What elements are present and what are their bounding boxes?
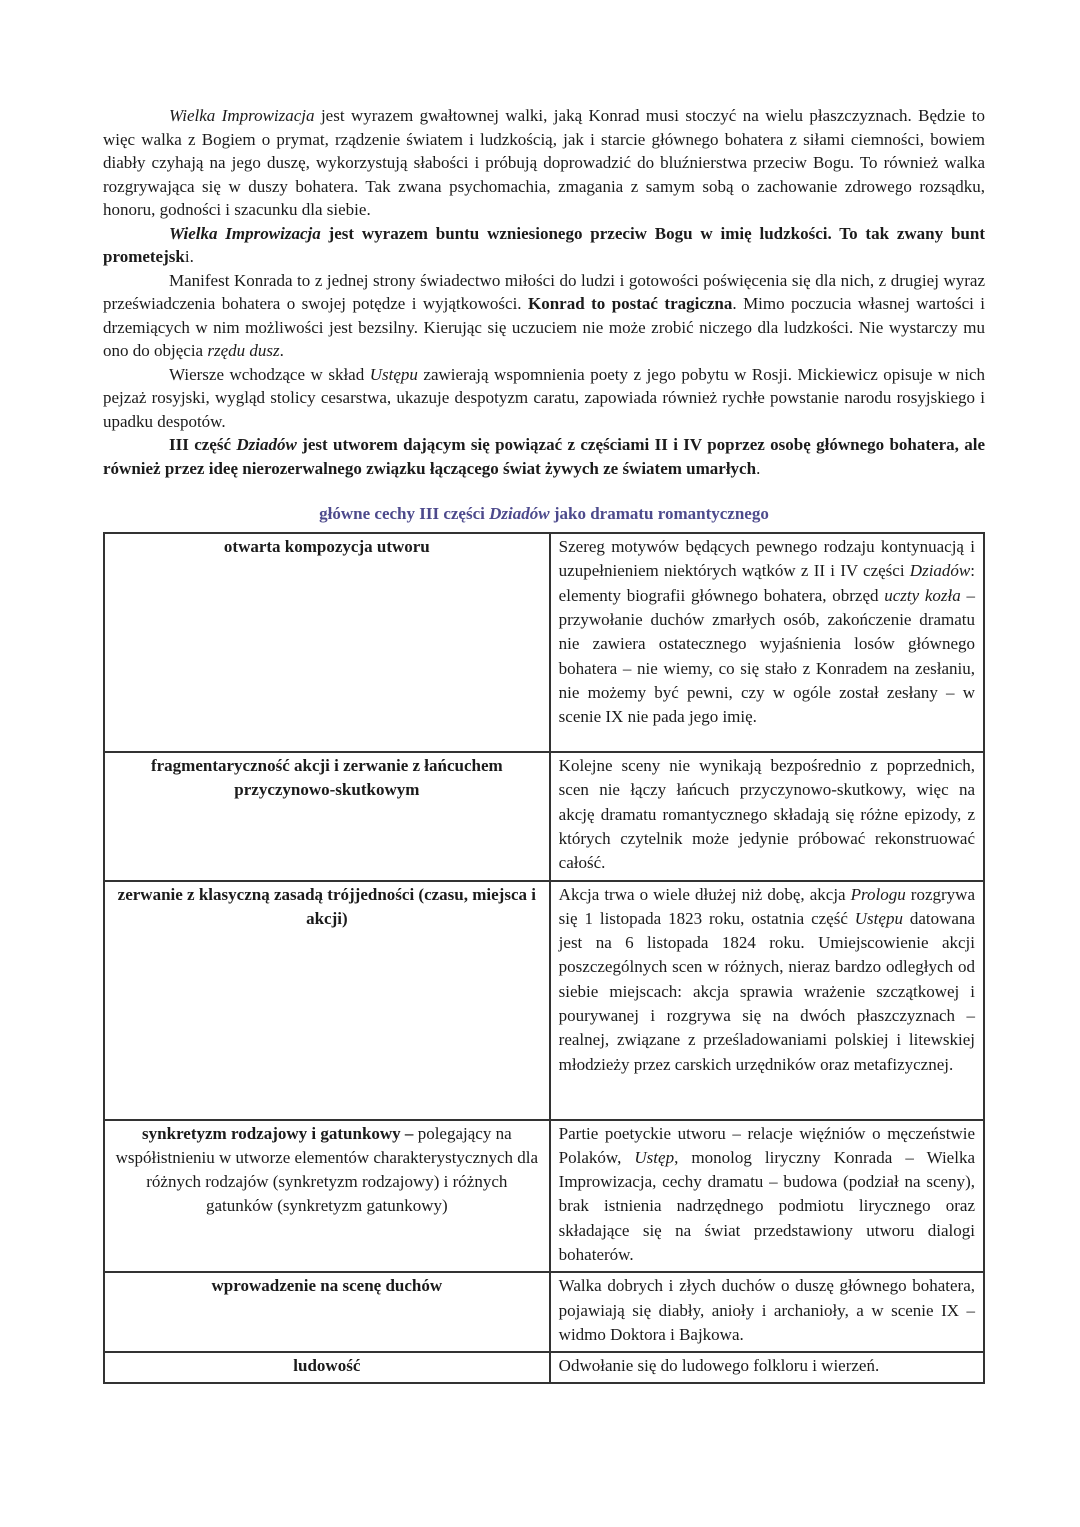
- text-run: : elementy biografii głównego bohatera, obrzęd: [558, 561, 975, 605]
- text-run: i.: [184, 247, 194, 267]
- table-title: [103, 502, 985, 526]
- table-row: [104, 533, 984, 752]
- feature-cell: [104, 881, 550, 1120]
- description-cell: [550, 1352, 984, 1383]
- text-run: . Mimo poczucia własnej wartości i drzemiących w nim możliwości jest bezsilny. Kierując się uczuciem nie może zrobić niczego dla ludzkości. Nie wystarczy mu ono do objęcia: [103, 294, 985, 361]
- text-run: Odwołanie się do ludowego folkloru i wierzeń.: [558, 1356, 880, 1376]
- text-run: Dziadów: [489, 503, 550, 523]
- text-run: wprowadzenie na scenę duchów: [211, 1276, 443, 1296]
- table-row: [104, 1120, 984, 1273]
- table-row: [104, 1352, 984, 1383]
- text-run: Szereg motywów będących pewnego rodzaju kontynuacją i uzupełnieniem niektórych wątków z II i IV części: [558, 537, 975, 581]
- feature-cell: [104, 533, 550, 752]
- paragraph: [103, 363, 985, 434]
- features-table-body: [104, 533, 984, 1383]
- text-run: rozgrywa się 1 listopada 1823 roku, ostatnia część: [558, 884, 975, 928]
- text-run: Ustępu: [369, 364, 418, 384]
- text-run: ludowość: [293, 1356, 361, 1376]
- text-run: Walka dobrych i złych duchów o duszę głównego bohatera, pojawiają się diabły, anioły i archanioły, a w scenie IX – widmo Doktora i Bajkowa.: [558, 1276, 975, 1344]
- text-run: rzędu dusz: [207, 341, 280, 361]
- text-run: datowana jest na 6 listopada 1824 roku. Umiejscowienie akcji poszczególnych scen w różnych, nieraz bardzo odległych od siebie miejscach: akcja sprawia wrażenie szczątkowej i pourywanej i rozgrywa się na dwóch płaszczyznach – realnej, związane z prześladowaniami polskiej i litewskiej młodzieży przez carskich urzędników oraz metafizycznej.: [558, 908, 975, 1074]
- table-row: [104, 881, 984, 1120]
- features-table: [103, 532, 985, 1384]
- text-run: Partie poetyckie utworu – relacje więźniów o męczeństwie Polaków,: [558, 1123, 975, 1167]
- paragraph: [103, 222, 985, 269]
- text-run: Kolejne sceny nie wynikają bezpośrednio z poprzednich, scen nie łączy łańcuch przyczynowo-skutkowy, więc na akcję dramatu romantycznego składają się różne epizody, z których czytelnik może jedynie próbować rekonstruować całość.: [558, 756, 975, 873]
- description-cell: [550, 752, 984, 880]
- text-run: jest wyrazem buntu wzniesionego przeciw Bogu w imię ludzkości. To tak zwany bunt prometejsk: [103, 223, 985, 267]
- text-run: Akcja trwa o wiele dłużej niż dobę, akcja: [558, 884, 851, 904]
- text-run: – przywołanie duchów zmarłych osób, zakończenie dramatu nie zawiera ostatecznego wyjaśnienia losów głównego bohatera – nie wiemy, co się stało z Konradem na zesłaniu, nie możemy być pewni, czy w ogóle został zesłany – w scenie IX nie pada jego imię.: [558, 585, 975, 727]
- text-run: Wielka Improwizacja: [169, 106, 315, 125]
- text-run: Dziadów: [236, 435, 297, 455]
- text-run: .: [279, 341, 284, 361]
- text-run: .: [756, 458, 761, 478]
- description-cell: [550, 1120, 984, 1273]
- table-row: [104, 1272, 984, 1352]
- text-run: Manifest Konrada to z jednej strony świadectwo miłości do ludzi i gotowości poświęcenia się dla nich, z drugiej wyraz przeświadczenia bohatera o swojej potędze i wyjątkowości.: [103, 270, 985, 314]
- description-cell: [550, 1272, 984, 1352]
- paragraph: [103, 433, 985, 480]
- text-run: synkretyzm rodzajowy i gatunkowy –: [142, 1123, 414, 1143]
- table-row: [104, 752, 984, 880]
- text-run: zawierają wspomnienia poety z jego pobytu w Rosji. Mickiewicz opisuje w nich pejzaż rosyjski, wygląd stolicy cesarstwa, ukazuje despotyzm caratu, zapowiada również rychłe powstanie narodu rosyjskiego i upadku despotów.: [103, 364, 985, 431]
- text-run: Dziadów: [909, 561, 971, 581]
- paragraph: [103, 104, 985, 222]
- text-run: Ustęp: [634, 1147, 675, 1167]
- description-cell: [550, 533, 984, 752]
- text-run: , monolog liryczny Konrada – Wielka Improwizacja, cechy dramatu – budowa (podział na sceny), brak istnienia nadrzędnego podmiotu lirycznego oraz składające się na świat przedstawiony utworu dialogi bohaterów.: [558, 1147, 975, 1264]
- intro-section: [103, 104, 985, 481]
- text-run: III część: [169, 435, 237, 455]
- text-run: jako dramatu romantycznego: [549, 503, 769, 523]
- paragraph: [103, 269, 985, 363]
- text-run: otwarta kompozycja utworu: [223, 537, 430, 557]
- text-run: zerwanie z klasyczną zasadą trójjedności (czasu, miejsca i akcji): [117, 884, 536, 928]
- feature-cell: [104, 752, 550, 880]
- description-cell: [550, 881, 984, 1120]
- text-run: uczty kozła: [884, 585, 961, 605]
- text-run: fragmentaryczność akcji i zerwanie z łańcuchem przyczynowo-skutkowym: [150, 756, 503, 800]
- text-run: Wielka Improwizacja: [169, 223, 321, 243]
- text-run: Konrad to postać tragiczna: [528, 294, 733, 314]
- feature-cell: [104, 1272, 550, 1352]
- text-run: główne cechy III części: [319, 503, 490, 523]
- text-run: jest utworem dającym się powiązać z częściami II i IV poprzez osobę głównego bohatera, ale również przez ideę nierozerwalnego związku łączącego świat żywych ze światem umarłych: [103, 435, 985, 478]
- text-run: Wiersze wchodzące w skład: [169, 364, 370, 384]
- feature-cell: [104, 1352, 550, 1383]
- text-run: jest wyrazem gwałtownej walki, jaką Konrad musi stoczyć na wielu płaszczyznach. Będzie to więc walka z Bogiem o prymat, rządzenie światem i ludzkością, jak i starcie głównego bohatera z siłami ciemności, bowiem diabły czyhają na jego duszę, wykorzystują słabości i próbują doprowadzić do bluźnierstwa przeciw Bogu. To również walka rozgrywająca się w duszy bohatera. Tak zwana psychomachia, zmagania z samym sobą o zachowanie zdrowego rozsądku, honoru, godności i szacunku dla siebie.: [103, 106, 985, 220]
- text-run: polegający na współistnieniu w utworze elementów charakterystycznych dla różnych rodzajów (synkretyzm rodzajowy) i różnych gatunków (synkretyzm gatunkowy): [115, 1123, 539, 1216]
- feature-cell: [104, 1120, 550, 1273]
- text-run: Ustępu: [854, 908, 903, 928]
- text-run: Prologu: [850, 884, 906, 904]
